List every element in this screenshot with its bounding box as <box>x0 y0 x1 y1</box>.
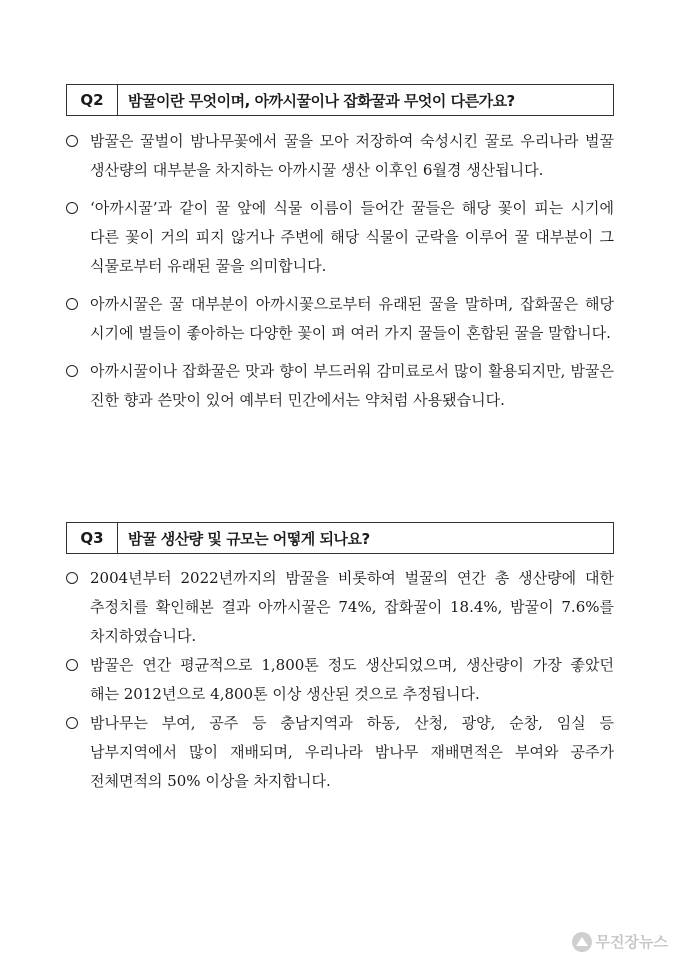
answer-item <box>66 357 614 415</box>
answer-text: 밤꿀은 연간 평균적으로 1,800톤 정도 생산되었으며, 생산량이 가장 좋았던 해는 2012년으로 4,800톤 이상 생산된 것으로 추정됩니다. <box>90 656 614 703</box>
answer-item <box>66 651 614 709</box>
circle-bullet-icon <box>66 298 78 310</box>
watermark <box>572 931 668 952</box>
circle-bullet-icon <box>66 135 78 147</box>
answer-text: 밤나무는 부여, 공주 등 충남지역과 하동, 산청, 광양, 순창, 임실 등 남부지역에서 많이 재배되며, 우리나라 밤나무 재배면적은 부여와 공주가 전체면적의 50% 이상을 차지합니다. <box>90 714 614 790</box>
question-title: 밤꿀이란 무엇이며, 아까시꿀이나 잡화꿀과 무엇이 다른가요? <box>128 91 515 110</box>
question-header <box>66 84 614 116</box>
answer-text: 아까시꿀이나 잡화꿀은 맛과 향이 부드러워 감미료로서 많이 활용되지만, 밤꿀은 진한 향과 쓴맛이 있어 예부터 민간에서는 약처럼 사용됐습니다. <box>90 362 614 409</box>
answer-text: 밤꿀은 꿀벌이 밤나무꽃에서 꿀을 모아 저장하여 숙성시킨 꿀로 우리나라 벌꿀 생산량의 대부분을 차지하는 아까시꿀 생산 이후인 6월경 생산됩니다. <box>90 132 614 179</box>
answer-item <box>66 127 614 185</box>
qa-section-q3 <box>66 522 614 796</box>
answer-item <box>66 709 614 796</box>
circle-bullet-icon <box>66 659 78 671</box>
answer-text: 아까시꿀은 꿀 대부분이 아까시꽃으로부터 유래된 꿀을 말하며, 잡화꿀은 해당 시기에 벌들이 좋아하는 다양한 꽃이 펴 여러 가지 꿀들이 혼합된 꿀을 말합니다. <box>90 295 614 342</box>
answer-item <box>66 564 614 651</box>
question-title: 밤꿀 생산량 및 규모는 어떻게 되나요? <box>128 529 370 548</box>
answer-item <box>66 194 614 281</box>
circle-bullet-icon <box>66 365 78 377</box>
qa-section-q2 <box>66 84 614 424</box>
question-number: Q3 <box>67 523 118 553</box>
watermark-text: 무진장뉴스 <box>595 933 668 951</box>
circle-bullet-icon <box>66 717 78 729</box>
mountain-logo-icon <box>572 932 592 952</box>
circle-bullet-icon <box>66 572 78 584</box>
question-number: Q2 <box>67 85 118 115</box>
question-header <box>66 522 614 554</box>
answer-text: ‘아까시꿀’과 같이 꿀 앞에 식물 이름이 들어간 꿀들은 해당 꽃이 피는 시기에 다른 꽃이 거의 피지 않거나 주변에 해당 식물이 군락을 이루어 꿀 대부분이 그 식물로부터 유래된 꿀을 의미합니다. <box>90 199 614 275</box>
answer-list <box>66 564 614 796</box>
answer-item <box>66 290 614 348</box>
answer-list <box>66 127 614 415</box>
answer-text: 2004년부터 2022년까지의 밤꿀을 비롯하여 벌꿀의 연간 총 생산량에 대한 추정치를 확인해본 결과 아까시꿀은 74%, 잡화꿀이 18.4%, 밤꿀이 7.6%를 차지하였습니다. <box>90 569 614 645</box>
circle-bullet-icon <box>66 202 78 214</box>
